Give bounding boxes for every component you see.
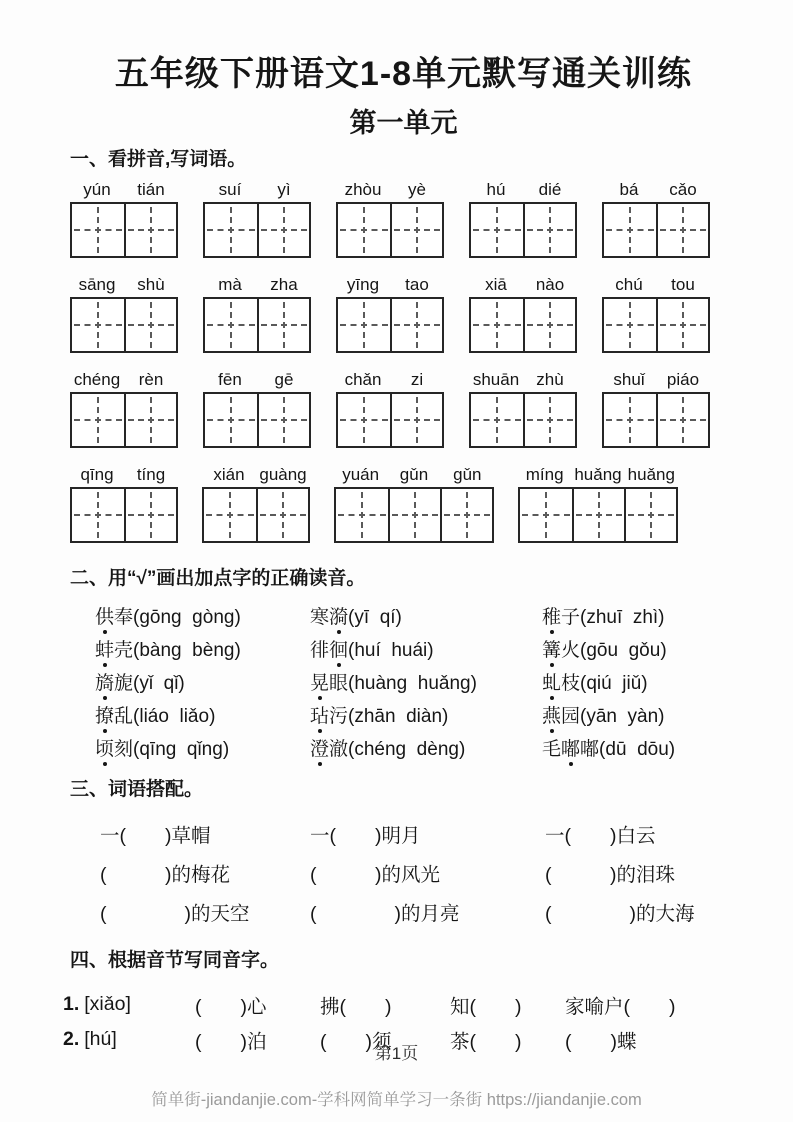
word-match-row xyxy=(100,892,737,931)
dotted-character: 漪 xyxy=(329,602,348,629)
writing-cell xyxy=(471,204,523,256)
dotted-word xyxy=(95,739,133,760)
word-match-row xyxy=(100,814,737,853)
pinyin-syllable: gǔn xyxy=(453,465,482,484)
pinyin-options: (zhān diàn) xyxy=(348,706,449,727)
pinyin-syllable: shuǐ xyxy=(613,370,645,389)
pinyin-labels xyxy=(70,465,178,485)
pinyin-options: (gōng gòng) xyxy=(133,607,241,628)
writing-cell xyxy=(390,299,442,351)
section-4-heading: 四、根据音节写同音字。 xyxy=(70,950,280,971)
word-character: 嘟 xyxy=(580,739,600,760)
dotted-word xyxy=(542,640,580,661)
pinyin-labels xyxy=(469,180,577,200)
word-character: 刻 xyxy=(114,739,134,760)
writing-cell xyxy=(604,299,656,351)
word-match-area xyxy=(70,814,737,931)
dotted-character: 徊 xyxy=(329,635,348,662)
writing-cell xyxy=(257,299,309,351)
pinyin-syllable: tao xyxy=(405,275,429,294)
pinyin-syllable: gǔn xyxy=(399,465,429,484)
word-match-row xyxy=(100,853,737,892)
homophone-blank-item: ( )须 xyxy=(320,1030,392,1053)
phrase-blank-item: ( )的月亮 xyxy=(310,902,460,925)
pinyin-row xyxy=(70,465,737,543)
pinyin-word-group xyxy=(336,275,444,353)
pinyin-syllable: xián xyxy=(213,465,245,484)
word-character: 澈 xyxy=(329,739,349,760)
pinyin-syllable: dié xyxy=(538,180,562,199)
writing-cell xyxy=(390,394,442,446)
pronunciation-item xyxy=(542,701,737,728)
pinyin-word-group xyxy=(334,465,494,543)
pinyin-labels xyxy=(336,275,444,295)
dotted-character: 蚌 xyxy=(95,635,114,662)
homophone-blank-item: ( )蝶 xyxy=(565,1030,637,1053)
pinyin-syllable: suí xyxy=(218,180,242,199)
homophone-blank-item: 家喻户( ) xyxy=(565,995,676,1018)
item-number: 2. xyxy=(63,1028,80,1050)
writing-cell xyxy=(604,394,656,446)
dotted-word xyxy=(310,673,348,694)
pinyin-row xyxy=(70,370,737,448)
pronunciation-row xyxy=(95,698,737,731)
page-number: 第1页 xyxy=(374,1044,419,1063)
word-character: 旎 xyxy=(114,673,134,694)
pinyin-labels xyxy=(336,180,444,200)
pinyin-word-group xyxy=(469,275,577,353)
word-character: 奉 xyxy=(114,607,134,628)
pronunciation-item xyxy=(542,734,737,761)
writing-grid xyxy=(70,392,178,448)
pinyin-labels xyxy=(602,180,710,200)
pinyin-labels xyxy=(203,370,311,390)
pinyin-options: (dū dōu) xyxy=(599,739,676,760)
writing-cell xyxy=(523,204,575,256)
pinyin-labels xyxy=(602,275,710,295)
pinyin-syllable: yuán xyxy=(342,465,380,484)
pronunciation-item xyxy=(95,668,310,695)
pinyin-labels xyxy=(202,465,310,485)
pronunciation-item xyxy=(95,701,310,728)
writing-grid xyxy=(70,297,178,353)
writing-cell xyxy=(205,394,257,446)
pronunciation-item xyxy=(310,602,542,629)
pinyin-options: (huàng huǎng) xyxy=(348,673,477,694)
pinyin-syllable: nào xyxy=(535,275,565,294)
pinyin-syllable: mà xyxy=(218,275,242,294)
writing-cell xyxy=(124,204,176,256)
pinyin-labels xyxy=(203,275,311,295)
phrase-blank-item: 一( )白云 xyxy=(545,824,656,847)
pinyin-syllable: míng xyxy=(525,465,564,484)
pinyin-word-group xyxy=(203,275,311,353)
word-character: 壳 xyxy=(114,640,134,661)
homophone-label xyxy=(63,993,195,1016)
dotted-character: 顷 xyxy=(95,734,114,761)
writing-cell xyxy=(390,204,442,256)
writing-cell xyxy=(338,299,390,351)
writing-cell xyxy=(205,204,257,256)
pinyin-options: (liáo liǎo) xyxy=(133,706,216,727)
pronunciation-row xyxy=(95,632,737,665)
pinyin-labels xyxy=(203,180,311,200)
writing-cell xyxy=(604,204,656,256)
writing-grid xyxy=(336,297,444,353)
writing-cell xyxy=(338,394,390,446)
pinyin-syllable: chéng xyxy=(73,370,121,389)
item-number: 1. xyxy=(63,993,80,1015)
pinyin-options: (yān yàn) xyxy=(580,706,665,727)
writing-grid xyxy=(203,392,311,448)
writing-cell xyxy=(72,489,124,541)
writing-cell xyxy=(256,489,308,541)
writing-cell xyxy=(523,299,575,351)
dotted-character: 篝 xyxy=(542,635,561,662)
writing-cell xyxy=(656,394,708,446)
pinyin-labels xyxy=(469,370,577,390)
writing-cell xyxy=(520,489,572,541)
pronunciation-item xyxy=(542,602,737,629)
writing-cell xyxy=(624,489,676,541)
pinyin-options: (bàng bèng) xyxy=(133,640,241,661)
pinyin-word-group xyxy=(518,465,678,543)
dotted-character: 嘟 xyxy=(561,734,580,761)
writing-grid xyxy=(469,297,577,353)
dotted-word xyxy=(310,607,348,628)
syllable-label: [hú] xyxy=(84,1028,117,1050)
page-title: 五年级下册语文1-8单元默写通关训练 xyxy=(114,55,693,93)
pinyin-options: (qiú jiǔ) xyxy=(580,673,648,694)
writing-grid xyxy=(70,487,178,543)
dotted-word xyxy=(310,640,348,661)
pinyin-row xyxy=(70,180,737,258)
pinyin-writing-area xyxy=(70,180,737,543)
section-2-heading: 二、用“√”画出加点字的正确读音。 xyxy=(70,568,366,589)
pinyin-syllable: chú xyxy=(615,275,643,294)
dotted-character: 供 xyxy=(95,602,114,629)
dotted-character: 澄 xyxy=(310,734,329,761)
writing-grid xyxy=(70,202,178,258)
writing-cell xyxy=(204,489,256,541)
dotted-character: 稚 xyxy=(542,602,561,629)
pinyin-syllable: hú xyxy=(486,180,506,199)
pinyin-word-group xyxy=(336,370,444,448)
writing-cell xyxy=(388,489,440,541)
word-character: 火 xyxy=(561,640,581,661)
dotted-character: 旖 xyxy=(95,668,114,695)
pronunciation-area xyxy=(70,599,737,764)
homophone-blank-item: ( )泊 xyxy=(195,1030,267,1053)
dotted-word xyxy=(542,673,580,694)
pinyin-syllable: gē xyxy=(274,370,294,389)
pinyin-syllable: cǎo xyxy=(669,180,697,199)
pinyin-labels xyxy=(70,180,178,200)
pinyin-word-group xyxy=(336,180,444,258)
dotted-word xyxy=(542,739,599,760)
writing-grid xyxy=(602,202,710,258)
homophone-blank-item: 茶( ) xyxy=(450,1030,522,1053)
dotted-word xyxy=(310,706,348,727)
dotted-character: 晃 xyxy=(310,668,329,695)
writing-grid xyxy=(203,202,311,258)
word-character: 寒 xyxy=(310,607,330,628)
section-3-heading: 三、词语搭配。 xyxy=(70,779,204,800)
pinyin-word-group xyxy=(602,370,710,448)
syllable-label: [xiǎo] xyxy=(84,993,131,1015)
pronunciation-item xyxy=(95,734,310,761)
pinyin-word-group xyxy=(70,275,178,353)
dotted-word xyxy=(95,706,133,727)
writing-cell xyxy=(656,299,708,351)
pinyin-syllable: yún xyxy=(83,180,111,199)
dotted-character: 虬 xyxy=(542,668,561,695)
dotted-word xyxy=(95,640,133,661)
pinyin-word-group xyxy=(469,370,577,448)
phrase-blank-item: 一( )草帽 xyxy=(100,824,211,847)
pinyin-syllable: shuān xyxy=(472,370,520,389)
phrase-blank-item: ( )的大海 xyxy=(545,902,695,925)
writing-grid xyxy=(518,487,678,543)
phrase-blank-item: 一( )明月 xyxy=(310,824,421,847)
phrase-blank-item: ( )的风光 xyxy=(310,863,440,886)
pinyin-word-group xyxy=(469,180,577,258)
pinyin-options: (gōu gǒu) xyxy=(580,640,667,661)
dotted-word xyxy=(95,607,133,628)
pinyin-options: (huí huái) xyxy=(348,640,434,661)
pronunciation-row xyxy=(95,731,737,764)
pronunciation-item xyxy=(310,668,542,695)
writing-cell xyxy=(440,489,492,541)
pinyin-word-group xyxy=(602,275,710,353)
pinyin-word-group xyxy=(70,465,178,543)
word-character: 徘 xyxy=(310,640,330,661)
pronunciation-row xyxy=(95,665,737,698)
homophone-blank-item: 知( ) xyxy=(450,995,522,1018)
writing-cell xyxy=(124,394,176,446)
writing-grid xyxy=(336,392,444,448)
dotted-character: 玷 xyxy=(310,701,329,728)
writing-cell xyxy=(656,204,708,256)
writing-cell xyxy=(72,299,124,351)
writing-cell xyxy=(72,394,124,446)
pinyin-labels xyxy=(518,465,678,485)
pinyin-labels xyxy=(70,275,178,295)
pinyin-word-group xyxy=(70,370,178,448)
pronunciation-item xyxy=(310,734,542,761)
pinyin-word-group xyxy=(70,180,178,258)
dotted-character: 撩 xyxy=(95,701,114,728)
writing-cell xyxy=(471,299,523,351)
homophone-blank-item: ( )心 xyxy=(195,995,267,1018)
pinyin-word-group xyxy=(202,465,310,543)
pinyin-labels xyxy=(336,370,444,390)
writing-grid xyxy=(334,487,494,543)
pronunciation-item xyxy=(310,701,542,728)
pinyin-word-group xyxy=(203,370,311,448)
pinyin-syllable: yì xyxy=(277,180,291,199)
pinyin-syllable: bá xyxy=(619,180,639,199)
word-character: 子 xyxy=(561,607,581,628)
pinyin-syllable: huǎng xyxy=(627,465,675,484)
pinyin-labels xyxy=(70,370,178,390)
writing-cell xyxy=(205,299,257,351)
pinyin-syllable: rèn xyxy=(138,370,164,389)
pinyin-syllable: zha xyxy=(270,275,298,294)
pinyin-syllable: tíng xyxy=(136,465,166,484)
pinyin-syllable: huǎng xyxy=(574,465,622,484)
pronunciation-row xyxy=(95,599,737,632)
pinyin-options: (yī qí) xyxy=(348,607,402,628)
pronunciation-item xyxy=(542,635,737,662)
dotted-word xyxy=(310,739,348,760)
section-1-heading: 一、看拼音,写词语。 xyxy=(70,149,247,170)
word-character: 乱 xyxy=(114,706,134,727)
writing-cell xyxy=(523,394,575,446)
dotted-word xyxy=(542,706,580,727)
word-character: 毛 xyxy=(542,739,562,760)
homophone-blank-item: 拂( ) xyxy=(320,995,392,1018)
word-character: 污 xyxy=(329,706,349,727)
writing-cell xyxy=(124,489,176,541)
pinyin-syllable: qīng xyxy=(80,465,114,484)
writing-cell xyxy=(338,204,390,256)
pinyin-labels xyxy=(469,275,577,295)
writing-cell xyxy=(336,489,388,541)
dotted-word xyxy=(95,673,133,694)
pronunciation-item xyxy=(95,635,310,662)
writing-cell xyxy=(72,204,124,256)
pinyin-word-group xyxy=(602,180,710,258)
pinyin-syllable: yīng xyxy=(346,275,380,294)
writing-cell xyxy=(257,204,309,256)
pinyin-syllable: tián xyxy=(137,180,165,199)
dotted-character: 燕 xyxy=(542,701,561,728)
pronunciation-item xyxy=(310,635,542,662)
pinyin-word-group xyxy=(203,180,311,258)
pronunciation-item xyxy=(95,602,310,629)
pinyin-syllable: piáo xyxy=(666,370,700,389)
pinyin-syllable: tou xyxy=(671,275,695,294)
word-character: 园 xyxy=(561,706,581,727)
pinyin-options: (zhuī zhì) xyxy=(580,607,665,628)
word-character: 枝 xyxy=(561,673,581,694)
writing-grid xyxy=(202,487,310,543)
phrase-blank-item: ( )的泪珠 xyxy=(545,863,675,886)
pinyin-syllable: shù xyxy=(137,275,165,294)
writing-grid xyxy=(602,297,710,353)
pinyin-labels xyxy=(602,370,710,390)
word-character: 眼 xyxy=(329,673,349,694)
writing-grid xyxy=(336,202,444,258)
writing-cell xyxy=(572,489,624,541)
phrase-blank-item: ( )的天空 xyxy=(100,902,250,925)
pinyin-syllable: zi xyxy=(410,370,424,389)
pinyin-options: (chéng dèng) xyxy=(348,739,466,760)
writing-cell xyxy=(471,394,523,446)
writing-grid xyxy=(602,392,710,448)
pinyin-syllable: sāng xyxy=(78,275,116,294)
pinyin-options: (qīng qǐng) xyxy=(133,739,230,760)
pinyin-syllable: yè xyxy=(408,180,426,199)
writing-cell xyxy=(257,394,309,446)
writing-grid xyxy=(469,392,577,448)
writing-grid xyxy=(203,297,311,353)
homophone-row xyxy=(63,987,737,1022)
pronunciation-item xyxy=(542,668,737,695)
pinyin-syllable: zhòu xyxy=(344,180,382,199)
pinyin-syllable: chǎn xyxy=(344,370,382,389)
pinyin-syllable: fēn xyxy=(218,370,242,389)
footer-site-text: 简单街-jiandanjie.com-学科网简单学习一条街 https://jiandanjie.com xyxy=(151,1091,642,1109)
pinyin-options: (yǐ qǐ) xyxy=(133,673,185,694)
page-footer xyxy=(0,1039,793,1110)
pinyin-row xyxy=(70,275,737,353)
pinyin-syllable: zhù xyxy=(536,370,564,389)
unit-subtitle: 第一单元 xyxy=(349,108,458,138)
pinyin-labels xyxy=(334,465,494,485)
pinyin-syllable: guàng xyxy=(259,465,307,484)
pinyin-syllable: xiā xyxy=(485,275,507,294)
phrase-blank-item: ( )的梅花 xyxy=(100,863,230,886)
dotted-word xyxy=(542,607,580,628)
writing-grid xyxy=(469,202,577,258)
writing-cell xyxy=(124,299,176,351)
